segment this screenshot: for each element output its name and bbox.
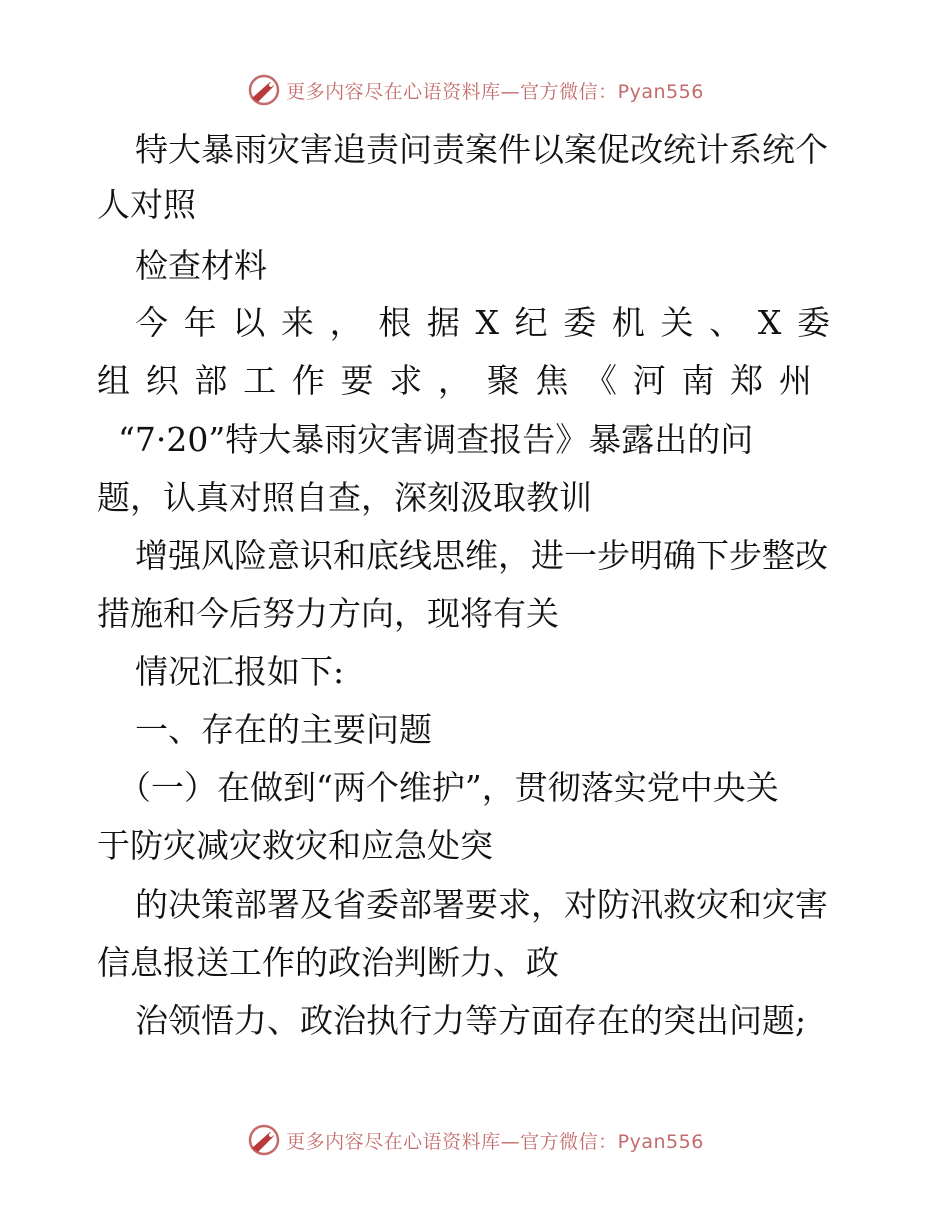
paragraph-line: 题，认真对照自查，深刻汲取教训 (97, 478, 592, 517)
pen-nib-logo-icon (246, 72, 282, 108)
character: 州 (778, 361, 812, 400)
paragraph-line: 于防灾减灾救灾和应急处突 (97, 826, 493, 865)
paragraph-line: 信息报送工作的政治判断力、政 (97, 943, 559, 982)
character: 关 (660, 303, 694, 342)
character: 作 (291, 361, 325, 400)
character: X (475, 303, 499, 342)
paragraph-line: 情况汇报如下: (135, 652, 345, 691)
paragraph-line: 人对照 (97, 185, 196, 224)
character: ， (437, 361, 471, 400)
watermark-banner-bottom (0, 1120, 950, 1160)
character: 南 (681, 361, 715, 400)
character: 年 (183, 303, 217, 342)
paragraph-line: 特大暴雨灾害追责问责案件以案促改统计系统个 (135, 130, 828, 169)
character: 据 (426, 303, 460, 342)
character: 委 (796, 303, 830, 342)
character: 织 (145, 361, 179, 400)
character: 要 (340, 361, 374, 400)
paragraph-line: “7·20”特大暴雨灾害调查报告》暴露出的问 (118, 420, 754, 459)
character: 以 (232, 303, 266, 342)
paragraph-line: （一）在做到“两个维护”，贯彻落实党中央关 (118, 768, 779, 807)
character: 纪 (514, 303, 548, 342)
pen-nib-logo-icon (246, 1122, 282, 1158)
character: X (757, 303, 782, 342)
character: 、 (709, 303, 743, 342)
paragraph-line: 增强风险意识和底线思维，进一步明确下步整改 (135, 536, 828, 575)
character: 今 (135, 303, 168, 342)
watermark-banner-top (0, 70, 950, 110)
paragraph-line: 治领悟力、政治执行力等方面存在的突出问题; (135, 1001, 807, 1040)
character: 工 (243, 361, 277, 400)
character: 焦 (535, 361, 569, 400)
character: 求 (389, 361, 423, 400)
watermark-text: 更多内容尽在心语资料库—官方微信：Pyan556 (286, 80, 704, 103)
paragraph-line-justified (135, 303, 830, 343)
character: 《 (584, 361, 618, 400)
character: 部 (194, 361, 228, 400)
paragraph-line: 措施和今后努力方向，现将有关 (97, 594, 559, 633)
character: 机 (611, 303, 645, 342)
watermark-text: 更多内容尽在心语资料库—官方微信：Pyan556 (286, 1130, 704, 1153)
paragraph-line: 的决策部署及省委部署要求，对防汛救灾和灾害 (135, 885, 828, 924)
character: ， (329, 303, 363, 342)
character: 河 (632, 361, 666, 400)
character: 来 (280, 303, 314, 342)
section-heading: 一、存在的主要问题 (135, 710, 432, 749)
character: 委 (563, 303, 597, 342)
character: 郑 (730, 361, 764, 400)
paragraph-line-justified (97, 361, 812, 401)
paragraph-line: 检查材料 (135, 246, 267, 285)
character: 聚 (486, 361, 520, 400)
character: 根 (378, 303, 412, 342)
character: 组 (97, 361, 130, 400)
